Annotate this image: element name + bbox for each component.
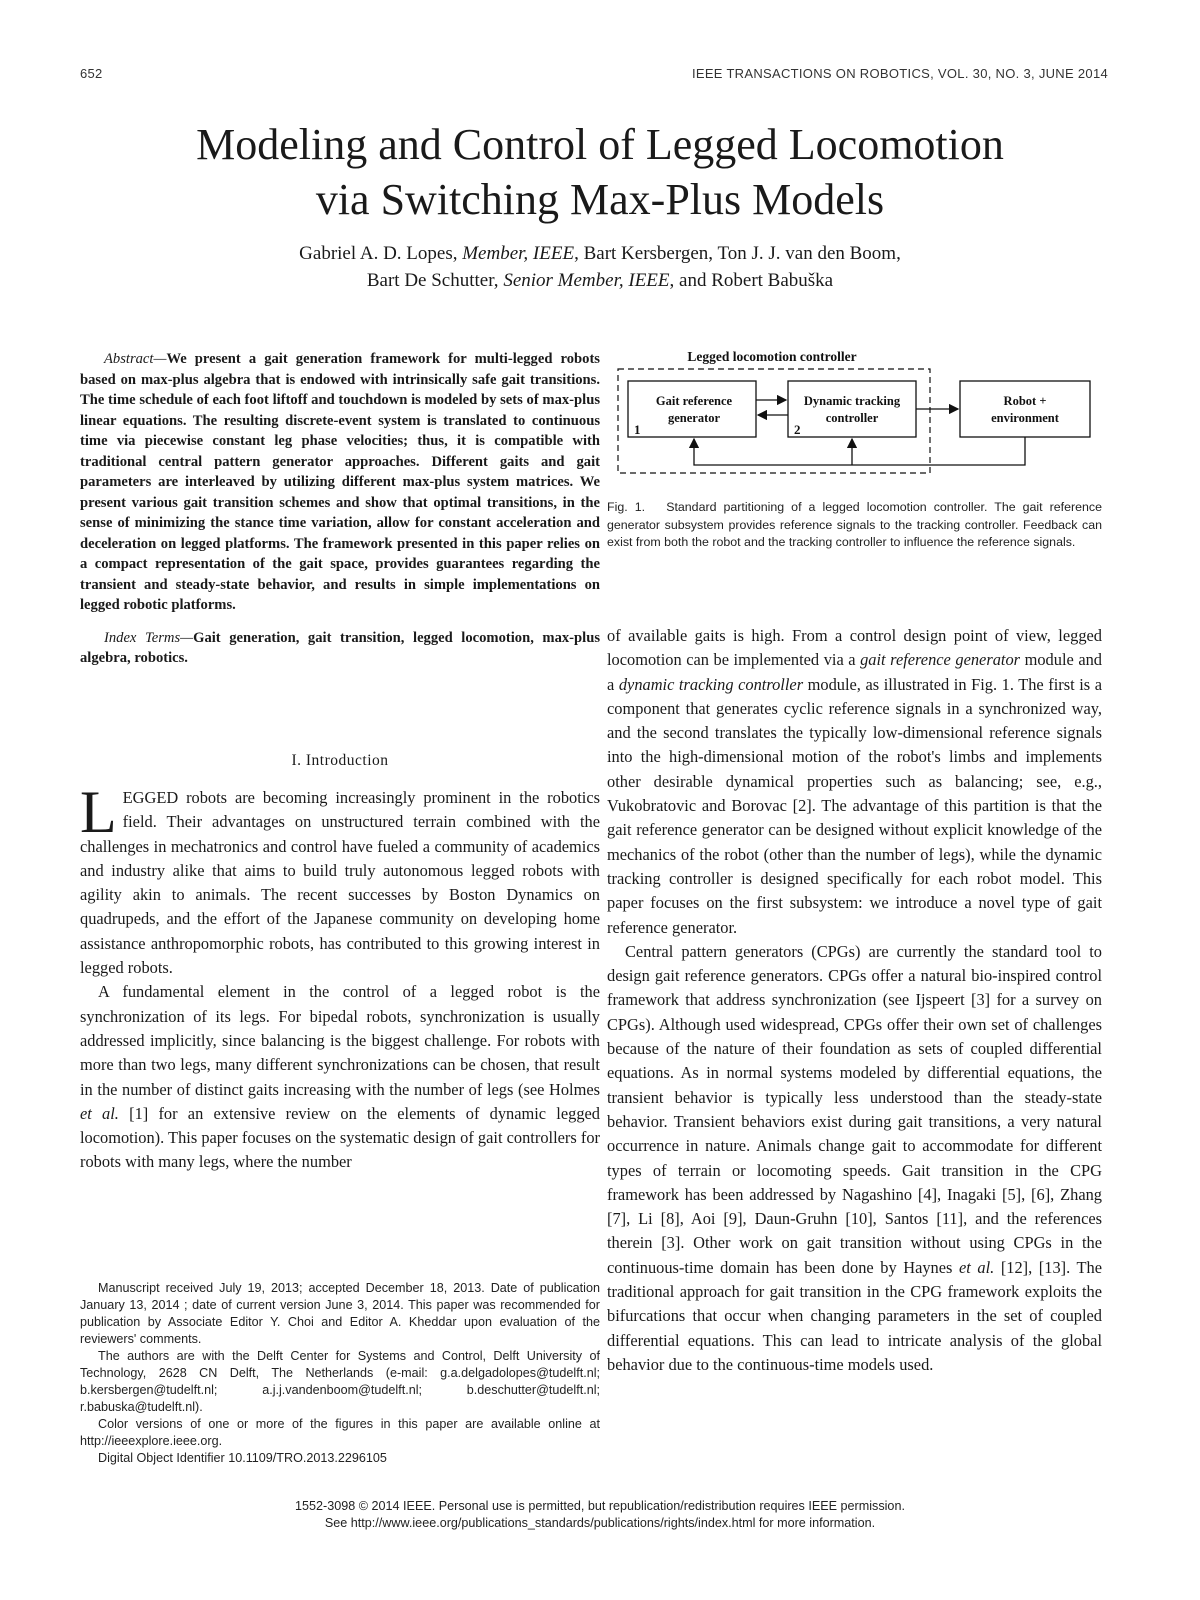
box2-label-1: Dynamic tracking [803, 394, 901, 408]
box3-label-2: environment [991, 411, 1059, 425]
italic-text: gait reference generator [860, 650, 1021, 670]
intro-paragraph-2 [80, 980, 600, 1174]
controller-dashed-box [618, 369, 930, 473]
right-paragraph-2 [607, 940, 1102, 1377]
copyright-line-1: 1552-3098 © 2014 IEEE. Personal use is permitted, but republication/redistribution requires IEEE permission. [295, 1499, 905, 1513]
abstract-paragraph [80, 349, 600, 616]
abstract-label: Abstract— [104, 351, 167, 367]
footnote-doi: Digital Object Identifier 10.1109/TRO.2013.2296105 [98, 1451, 387, 1465]
paragraph-text: [1] for an extensive review on the elements of dynamic legged locomotion). This paper focuses on the systematic design of gait controllers for robots with many legs, where the number [80, 1103, 600, 1172]
right-paragraph-1 [607, 624, 1102, 940]
author-list [60, 240, 1140, 294]
abstract [80, 349, 600, 681]
italic-text: et al. [958, 1257, 995, 1277]
author-text: , Bart Kersbergen, Ton J. J. van den Boom, [574, 243, 901, 264]
title-line-2: via Switching Max-Plus Models [315, 175, 885, 224]
box3-label-1: Robot + [1003, 394, 1047, 408]
footnote-manuscript: Manuscript received July 19, 2013; accepted December 18, 2013. Date of publication January 13, 2014 ; date of current version June 3, 2014. This paper was recommended for publication by Associate Editor Y. Choi and Editor A. Kheddar upon evaluation of the reviewers' comments. [80, 1281, 600, 1346]
drop-cap: L [80, 779, 117, 845]
author-text: Bart De Schutter, [366, 270, 504, 291]
figure-1-diagram [612, 345, 1112, 495]
index-terms-label: Index Terms— [104, 629, 194, 646]
box1-label-2: generator [667, 411, 721, 425]
copyright-line-2: See http://www.ieee.org/publications_standards/publications/rights/index.html for more information. [324, 1516, 876, 1530]
box2-number: 2 [794, 422, 801, 437]
index-terms-text: Gait generation, gait transition, legged locomotion, max-plus algebra, robotics. [80, 629, 600, 666]
paragraph-text: module and a [607, 650, 1102, 694]
author-text: Gabriel A. D. Lopes, [299, 243, 463, 264]
italic-text: et al. [80, 1103, 119, 1123]
title-line-1: Modeling and Control of Legged Locomotion [196, 120, 1004, 169]
author-line-1 [60, 240, 1140, 267]
paragraph-text: A fundamental element in the control of a legged robot is the synchronization of its legs. For bipedal robots, synchronization is usually addressed implicitly, since balancing is the biggest challenge. For robots with more than two legs, many different synchronizations can be chosen, that result in the number of distinct gaits increasing with the number of legs (see Holmes [80, 982, 600, 1099]
italic-text: dynamic tracking controller [618, 674, 804, 694]
paragraph-text: Central pattern generators (CPGs) are currently the standard tool to design gait reference generators. CPGs offer a natural bio-inspired control framework that address synchronization (see Ijspeert [3] for a survey on CPGs). Although used widespread, CPGs offer their own set of challenges because of the nature of their foundation as sets of coupled differential equations. As in normal systems modeled by differential equations, the transient behavior is typically less understood than the steady-state behavior. Transient behaviors exist during gait transitions, a very natural occurrence in nature. Animals change gait to accommodate for different types of terrain or locomoting speeds. Gait transition in the CPG framework has been addressed by Nagashino [4], Inagaki [5], [6], Zhang [7], Li [8], Aoi [9], Daun-Gruhn [10], Santos [11], and the references therein [3]. Other work on gait transition without using CPGs in the continuous-time domain has been done by Haynes [607, 941, 1102, 1277]
intro-paragraph-1 [80, 779, 600, 980]
author-line-2 [60, 267, 1140, 294]
robot-environment-box [960, 381, 1090, 437]
gait-reference-box [628, 381, 756, 437]
footnote [80, 1280, 600, 1467]
author-text: , and Robert Babuška [669, 270, 834, 291]
paragraph-text: [12], [13]. The traditional approach for gait transition in the CPG framework exploits the bifurcations that occur when changing parameters in the set of coupled differential equations. This can lead to intricate analysis of the global behavior due to the continuous-time models used. [607, 1257, 1102, 1374]
paragraph-text: EGGED robots are becoming increasingly prominent in the robotics field. Their advantages on unstructured terrain combined with the challenges in mechatronics and control have fueled a community of academics and industry alike that aims to build truly autonomous legged robots with agility akin to animals. The recent successes by Boston Dynamics on quadrupeds, and the effort of the Japanese community on developing home assistance anthropomorphic robots, has contributed to this growing interest in legged robots. [80, 788, 600, 978]
container-label: Legged locomotion controller [687, 349, 857, 364]
footnote-affiliations: The authors are with the Delft Center for Systems and Control, Delft University of Technology, 2628 CN Delft, The Netherlands (e-mail: g.a.delgadolopes@tudelft.nl; b.kersbergen@tudelft.nl; a.j.j.vandenboom@tudelft.nl; b.deschutter@tudelft.nl; r.babuska@tudelft.nl). [80, 1349, 600, 1414]
caption-label: Fig. 1. [607, 500, 646, 514]
author-role: Senior Member, IEEE [503, 270, 670, 291]
author-role: Member, IEEE [462, 243, 575, 264]
box2-label-2: controller [825, 411, 879, 425]
paper-title [60, 117, 1140, 227]
caption-text: Standard partitioning of a legged locomotion controller. The gait reference generator subsystem provides reference signals to the tracking controller. Feedback can exist from both the robot and the tracking controller to influence the reference signals. [607, 500, 1103, 549]
feedback-arrow-robot [694, 437, 1025, 465]
abstract-text: We present a gait generation framework for multi-legged robots based on max-plus algebra that is endowed with intrinsically safe gait transitions. The time schedule of each foot liftoff and touchdown is modeled by sets of max-plus linear equations. The resulting discrete-event system is translated to continuous time via piecewise constant leg phase velocities; thus, it is compatible with traditional central pattern generator approaches. Different gaits and gait parameters are interleaved by utilizing different max-plus system matrices. We present various gait transition schemes and show that optimal transitions, in the sense of minimizing the stance time variation, allow for constant acceleration and deceleration on legged platforms. The framework presented in this paper relies on a compact representation of the gait space, provides guarantees regarding the transient and steady-state behavior, and results in simple implementations on legged robotic platforms. [80, 351, 600, 613]
box1-number: 1 [634, 422, 641, 437]
index-terms [80, 628, 600, 669]
section-heading: I. Introduction [291, 752, 389, 769]
tracking-controller-box [788, 381, 916, 437]
page-number: 652 [80, 66, 103, 81]
figure-caption [607, 499, 1102, 552]
box1-label-1: Gait reference [655, 394, 733, 408]
paragraph-text: of available gaits is high. From a control design point of view, legged locomotion can be implemented via a [607, 626, 1102, 670]
right-column-text [607, 624, 1102, 1377]
copyright-notice [100, 1498, 1100, 1532]
introduction-text [80, 779, 600, 1175]
paragraph-text: module, as illustrated in Fig. 1. The first is a component that generates cyclic reference signals in a synchronized way, and the second translates the typically low-dimensional reference signals into the high-dimensional motion of the robot's limbs and implements other desirable dynamical properties such as balancing; see, e.g., Vukobratovic and Borovac [2]. The advantage of this partition is that the gait reference generator can be designed without explicit knowledge of the mechanics of the robot (other than the number of legs), while the dynamic tracking controller is designed specifically for each robot model. This paper focuses on the first subsystem: we introduce a novel type of gait reference generator. [607, 674, 1102, 937]
journal-header: IEEE TRANSACTIONS ON ROBOTICS, VOL. 30, NO. 3, JUNE 2014 [691, 66, 1108, 81]
footnote-color: Color versions of one or more of the figures in this paper are available online at http://ieeexplore.ieee.org. [80, 1417, 600, 1448]
